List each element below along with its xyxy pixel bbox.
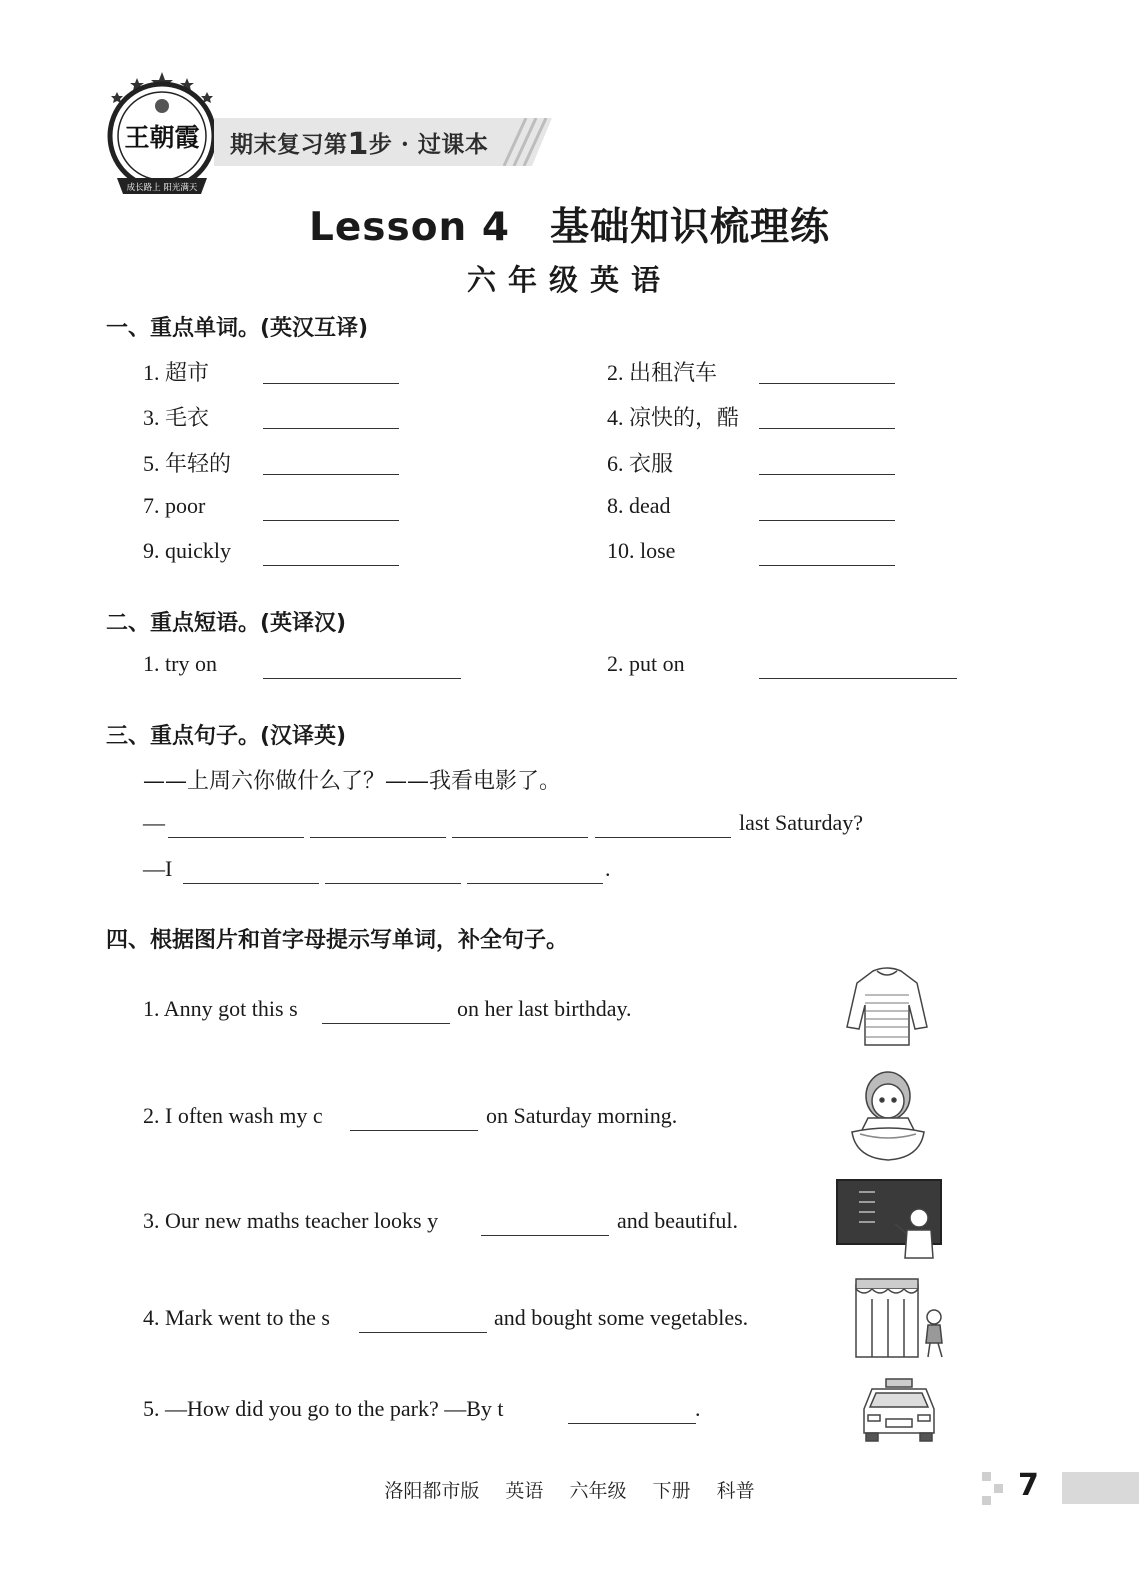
answer-blank[interactable] (350, 1130, 478, 1131)
answer-blank[interactable] (467, 883, 603, 884)
fill-item-5-post: . (695, 1396, 701, 1421)
footer-decoration (994, 1484, 1003, 1493)
phrase-item-1: 1. try on (143, 651, 217, 676)
word-item-9: 9. quickly (143, 538, 231, 563)
answer-blank[interactable] (183, 883, 319, 884)
footer-edition: 洛阳都市版 (384, 1480, 480, 1502)
fill-item-2-pre: 2. I often wash my c (143, 1103, 323, 1128)
answer-blank[interactable] (263, 428, 399, 429)
answer-start: —I (143, 856, 173, 881)
logo-bottom-text: 成长路上 阳光满天 (126, 183, 198, 193)
answer-blank[interactable] (359, 1332, 487, 1333)
teacher-blackboard-icon (835, 1178, 945, 1260)
footer-publisher: 科普 (716, 1480, 755, 1502)
page-number-bar (1062, 1472, 1139, 1504)
subtitle: 六年级英语 (466, 263, 672, 297)
answer-blank[interactable] (263, 474, 399, 475)
word-item-8: 8. dead (607, 493, 671, 518)
word-item-10: 10. lose (607, 538, 676, 563)
girl-washing-clothes-icon (838, 1068, 938, 1163)
answer-blank[interactable] (568, 1423, 696, 1424)
banner-number: 1 (347, 127, 369, 162)
question-end: last Saturday? (739, 810, 864, 835)
fill-item-4-post: and bought some vegetables. (494, 1305, 749, 1330)
answer-blank[interactable] (263, 520, 399, 521)
fill-item-1-post: on her last birthday. (457, 996, 632, 1021)
answer-blank[interactable] (759, 520, 895, 521)
section-2-heading: 二、重点短语。(英译汉) (106, 611, 347, 636)
answer-blank[interactable] (481, 1235, 609, 1236)
answer-blank[interactable] (263, 383, 399, 384)
section-3-heading: 三、重点句子。(汉译英) (106, 724, 347, 749)
answer-blank[interactable] (759, 678, 957, 679)
fill-item-3-post: and beautiful. (617, 1208, 738, 1233)
answer-blank[interactable] (759, 474, 895, 475)
footer (0, 1476, 1139, 1503)
word-item-5: 5. 年轻的 (143, 451, 232, 476)
sweater-icon (845, 965, 930, 1050)
answer-blank[interactable] (452, 837, 588, 838)
question-dash: — (143, 810, 165, 835)
banner-pre: 期末复习第 (230, 131, 348, 158)
answer-blank[interactable] (263, 678, 461, 679)
answer-blank[interactable] (322, 1023, 450, 1024)
word-item-3: 3. 毛衣 (143, 405, 210, 430)
logo-badge-icon (103, 70, 221, 200)
supermarket-icon (852, 1275, 952, 1360)
answer-blank[interactable] (759, 383, 895, 384)
phrase-item-2: 2. put on (607, 651, 685, 676)
sentence-prompt: ——上周六你做什么了？——我看电影了。 (143, 769, 562, 794)
taxi-icon (858, 1375, 940, 1443)
word-item-7: 7. poor (143, 493, 206, 518)
answer-blank[interactable] (759, 428, 895, 429)
word-item-6: 6. 衣服 (607, 451, 674, 476)
footer-decoration (982, 1472, 991, 1481)
footer-grade: 六年级 (569, 1480, 627, 1502)
answer-blank[interactable] (595, 837, 731, 838)
banner-post: 步 · 过课本 (368, 131, 489, 158)
fill-item-4-pre: 4. Mark went to the s (143, 1305, 330, 1330)
word-item-1: 1. 超市 (143, 360, 210, 385)
section-4-heading: 四、根据图片和首字母提示写单词，补全句子。 (106, 928, 569, 953)
fill-item-2-post: on Saturday morning. (486, 1103, 678, 1128)
banner-title (230, 126, 488, 162)
answer-end: . (605, 856, 611, 881)
footer-subject: 英语 (505, 1480, 544, 1502)
answer-blank[interactable] (759, 565, 895, 566)
section-1-heading: 一、重点单词。(英汉互译) (106, 316, 369, 341)
lesson-title: Lesson 4 基础知识梳理练 (308, 205, 830, 250)
footer-volume: 下册 (652, 1480, 691, 1502)
fill-item-5-pre: 5. —How did you go to the park? —By t (143, 1396, 504, 1421)
logo-text: 王朝霞 (124, 123, 200, 152)
answer-blank[interactable] (310, 837, 446, 838)
page-number: 7 (1018, 1468, 1039, 1503)
word-item-2: 2. 出租汽车 (607, 360, 718, 385)
word-item-4: 4. 凉快的，酷 (607, 405, 740, 430)
footer-decoration (982, 1496, 991, 1505)
fill-item-3-pre: 3. Our new maths teacher looks y (143, 1208, 439, 1233)
answer-blank[interactable] (325, 883, 461, 884)
fill-item-1-pre: 1. Anny got this s (143, 996, 298, 1021)
answer-blank[interactable] (263, 565, 399, 566)
answer-blank[interactable] (168, 837, 304, 838)
